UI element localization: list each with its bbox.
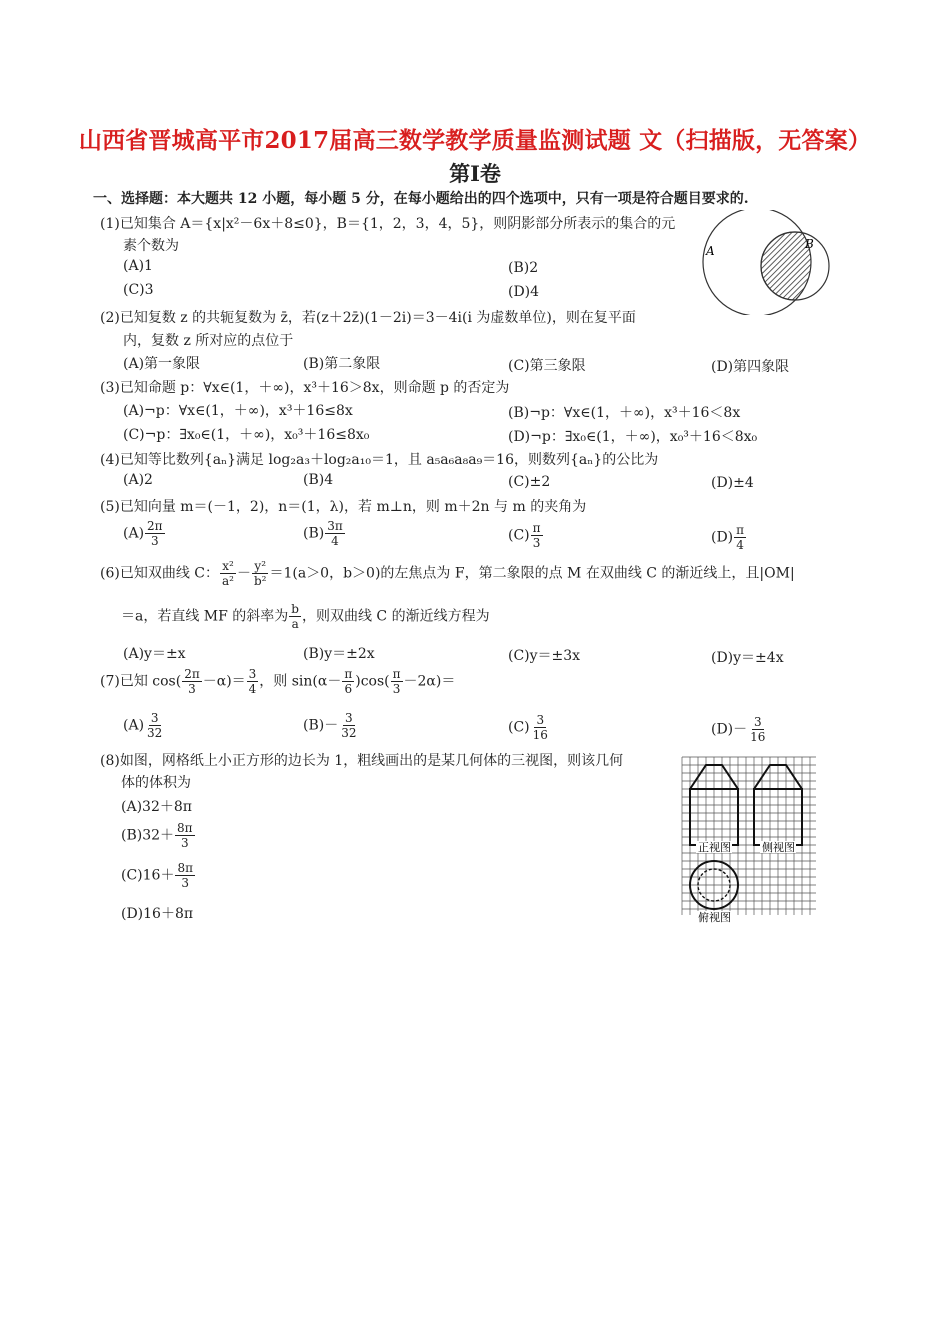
q8-option-c: (C)16＋ $\frac{8\pi}{3}$: [121, 861, 193, 890]
q5-option-b: (B) $\frac{3\pi}{4}$: [303, 519, 343, 548]
q1-option-d: (D)4: [508, 284, 540, 300]
q4-option-d: (D)±4: [711, 475, 754, 491]
q1-option-a: (A)1: [123, 258, 153, 274]
q1-option-b: (B)2: [508, 260, 539, 276]
front-view-caption: 正视图: [698, 841, 731, 854]
q2-option-a: (A)第一象限: [123, 356, 201, 372]
q8-option-d: (D)16＋8π: [121, 906, 194, 922]
q6-option-a: (A)y＝±x: [123, 646, 186, 662]
side-view-caption: 侧视图: [762, 841, 795, 854]
q4-stem: (4)已知等比数列{aₙ}满足 log₂a₃＋log₂a₁₀＝1，且 a₅a₆a₈a₉＝16，则数列{aₙ}的公比为: [100, 452, 659, 468]
q2-option-c: (C)第三象限: [508, 358, 586, 374]
q7-stem: (7)已知 cos( $\frac{2\pi}{3}$ －α)＝ $\frac{3}{4}$ ，则 sin(α－ $\frac{\pi}{6}$ )cos( $\frac{\pi}{3}$ －2α)＝: [100, 667, 456, 696]
q6-option-c: (C)y＝±3x: [508, 648, 581, 664]
q3-option-c: (C)¬p：∃x₀∈(1，＋∞)，x₀³＋16≤8x₀: [123, 427, 370, 443]
q7-option-d: (D)－ $\frac{3}{16}$: [711, 715, 766, 744]
q1-option-c: (C)3: [123, 282, 154, 298]
q3-option-d: (D)¬p：∃x₀∈(1，＋∞)，x₀³＋16＜8x₀: [508, 429, 758, 445]
document-title: 山西省晋城高平市2017届高三数学教学质量监测试题 文（扫描版，无答案）: [78, 127, 872, 154]
q1-stem-line1: (1)已知集合 A＝{x|x²－6x＋8≤0}，B＝{1，2，3，4，5}，则阴影部分所表示的集合的元: [100, 216, 676, 232]
q6-option-d: (D)y＝±4x: [711, 650, 784, 666]
q6-stem-line2: ＝a，若直线 MF 的斜率为 $\frac{b}{a}$ ，则双曲线 C 的渐近线方程为: [121, 602, 490, 631]
q3-option-b: (B)¬p：∀x∈(1，＋∞)，x³＋16＜8x: [508, 405, 741, 421]
q3-stem: (3)已知命题 p：∀x∈(1，＋∞)，x³＋16＞8x，则命题 p 的否定为: [100, 380, 510, 396]
q2-stem-line2: 内，复数 z 所对应的点位于: [123, 333, 294, 349]
q4-option-c: (C)±2: [508, 474, 551, 490]
q7-option-c: (C) $\frac{3}{16}$: [508, 713, 548, 742]
top-view-caption: 俯视图: [698, 911, 731, 924]
venn-diagram: [695, 210, 835, 315]
section-instruction: 一、选择题：本大题共 12 小题，每小题 5 分，在每小题给出的四个选项中，只有一项是符合题目要求的.: [93, 191, 749, 207]
venn-label-b: B: [805, 237, 814, 251]
q3-option-a: (A)¬p：∀x∈(1，＋∞)，x³＋16≤8x: [123, 403, 353, 419]
q4-option-a: (A)2: [123, 472, 153, 488]
q5-option-a: (A) $\frac{2\pi}{3}$: [123, 519, 163, 548]
q8-stem-line1: (8)如图，网格纸上小正方形的边长为 1，粗线画出的是某几何体的三视图，则该几何: [100, 753, 624, 769]
q5-option-d: (D) $\frac{\pi}{4}$: [711, 523, 745, 552]
q8-option-a: (A)32＋8π: [121, 799, 192, 815]
q7-option-a: (A) $\frac{3}{32}$: [123, 711, 163, 740]
q7-option-b: (B)－ $\frac{3}{32}$: [303, 711, 357, 740]
volume-heading: 第Ⅰ卷: [449, 161, 501, 186]
q6-stem-line1: (6)已知双曲线 C： $\frac{\text{x²}}{\text{a²}}$ － $\frac{\text{y²}}{\text{b²}}$ ＝1(a＞0，b＞0)的左焦点为 F，第二象限的点 M 在双曲线 C 的渐近线上，且|OM|: [100, 559, 795, 588]
venn-label-a: A: [706, 244, 715, 258]
q1-stem-line2: 素个数为: [123, 238, 179, 254]
q8-option-b: (B)32＋ $\frac{8\pi}{3}$: [121, 821, 193, 850]
q4-option-b: (B)4: [303, 472, 334, 488]
three-view-figure: [680, 755, 825, 925]
q5-stem: (5)已知向量 m＝(－1，2)，n＝(1，λ)，若 m⊥n，则 m＋2n 与 m 的夹角为: [100, 499, 587, 515]
q6-option-b: (B)y＝±2x: [303, 646, 375, 662]
q5-option-c: (C) $\frac{\pi}{3}$: [508, 521, 541, 550]
q8-stem-line2: 体的体积为: [121, 775, 191, 791]
q2-option-d: (D)第四象限: [711, 359, 790, 375]
q2-option-b: (B)第二象限: [303, 356, 381, 372]
q2-stem-line1: (2)已知复数 z 的共轭复数为 z̄，若(z＋2z̄)(1－2i)＝3－4i(i 为虚数单位)，则在复平面: [100, 310, 636, 326]
